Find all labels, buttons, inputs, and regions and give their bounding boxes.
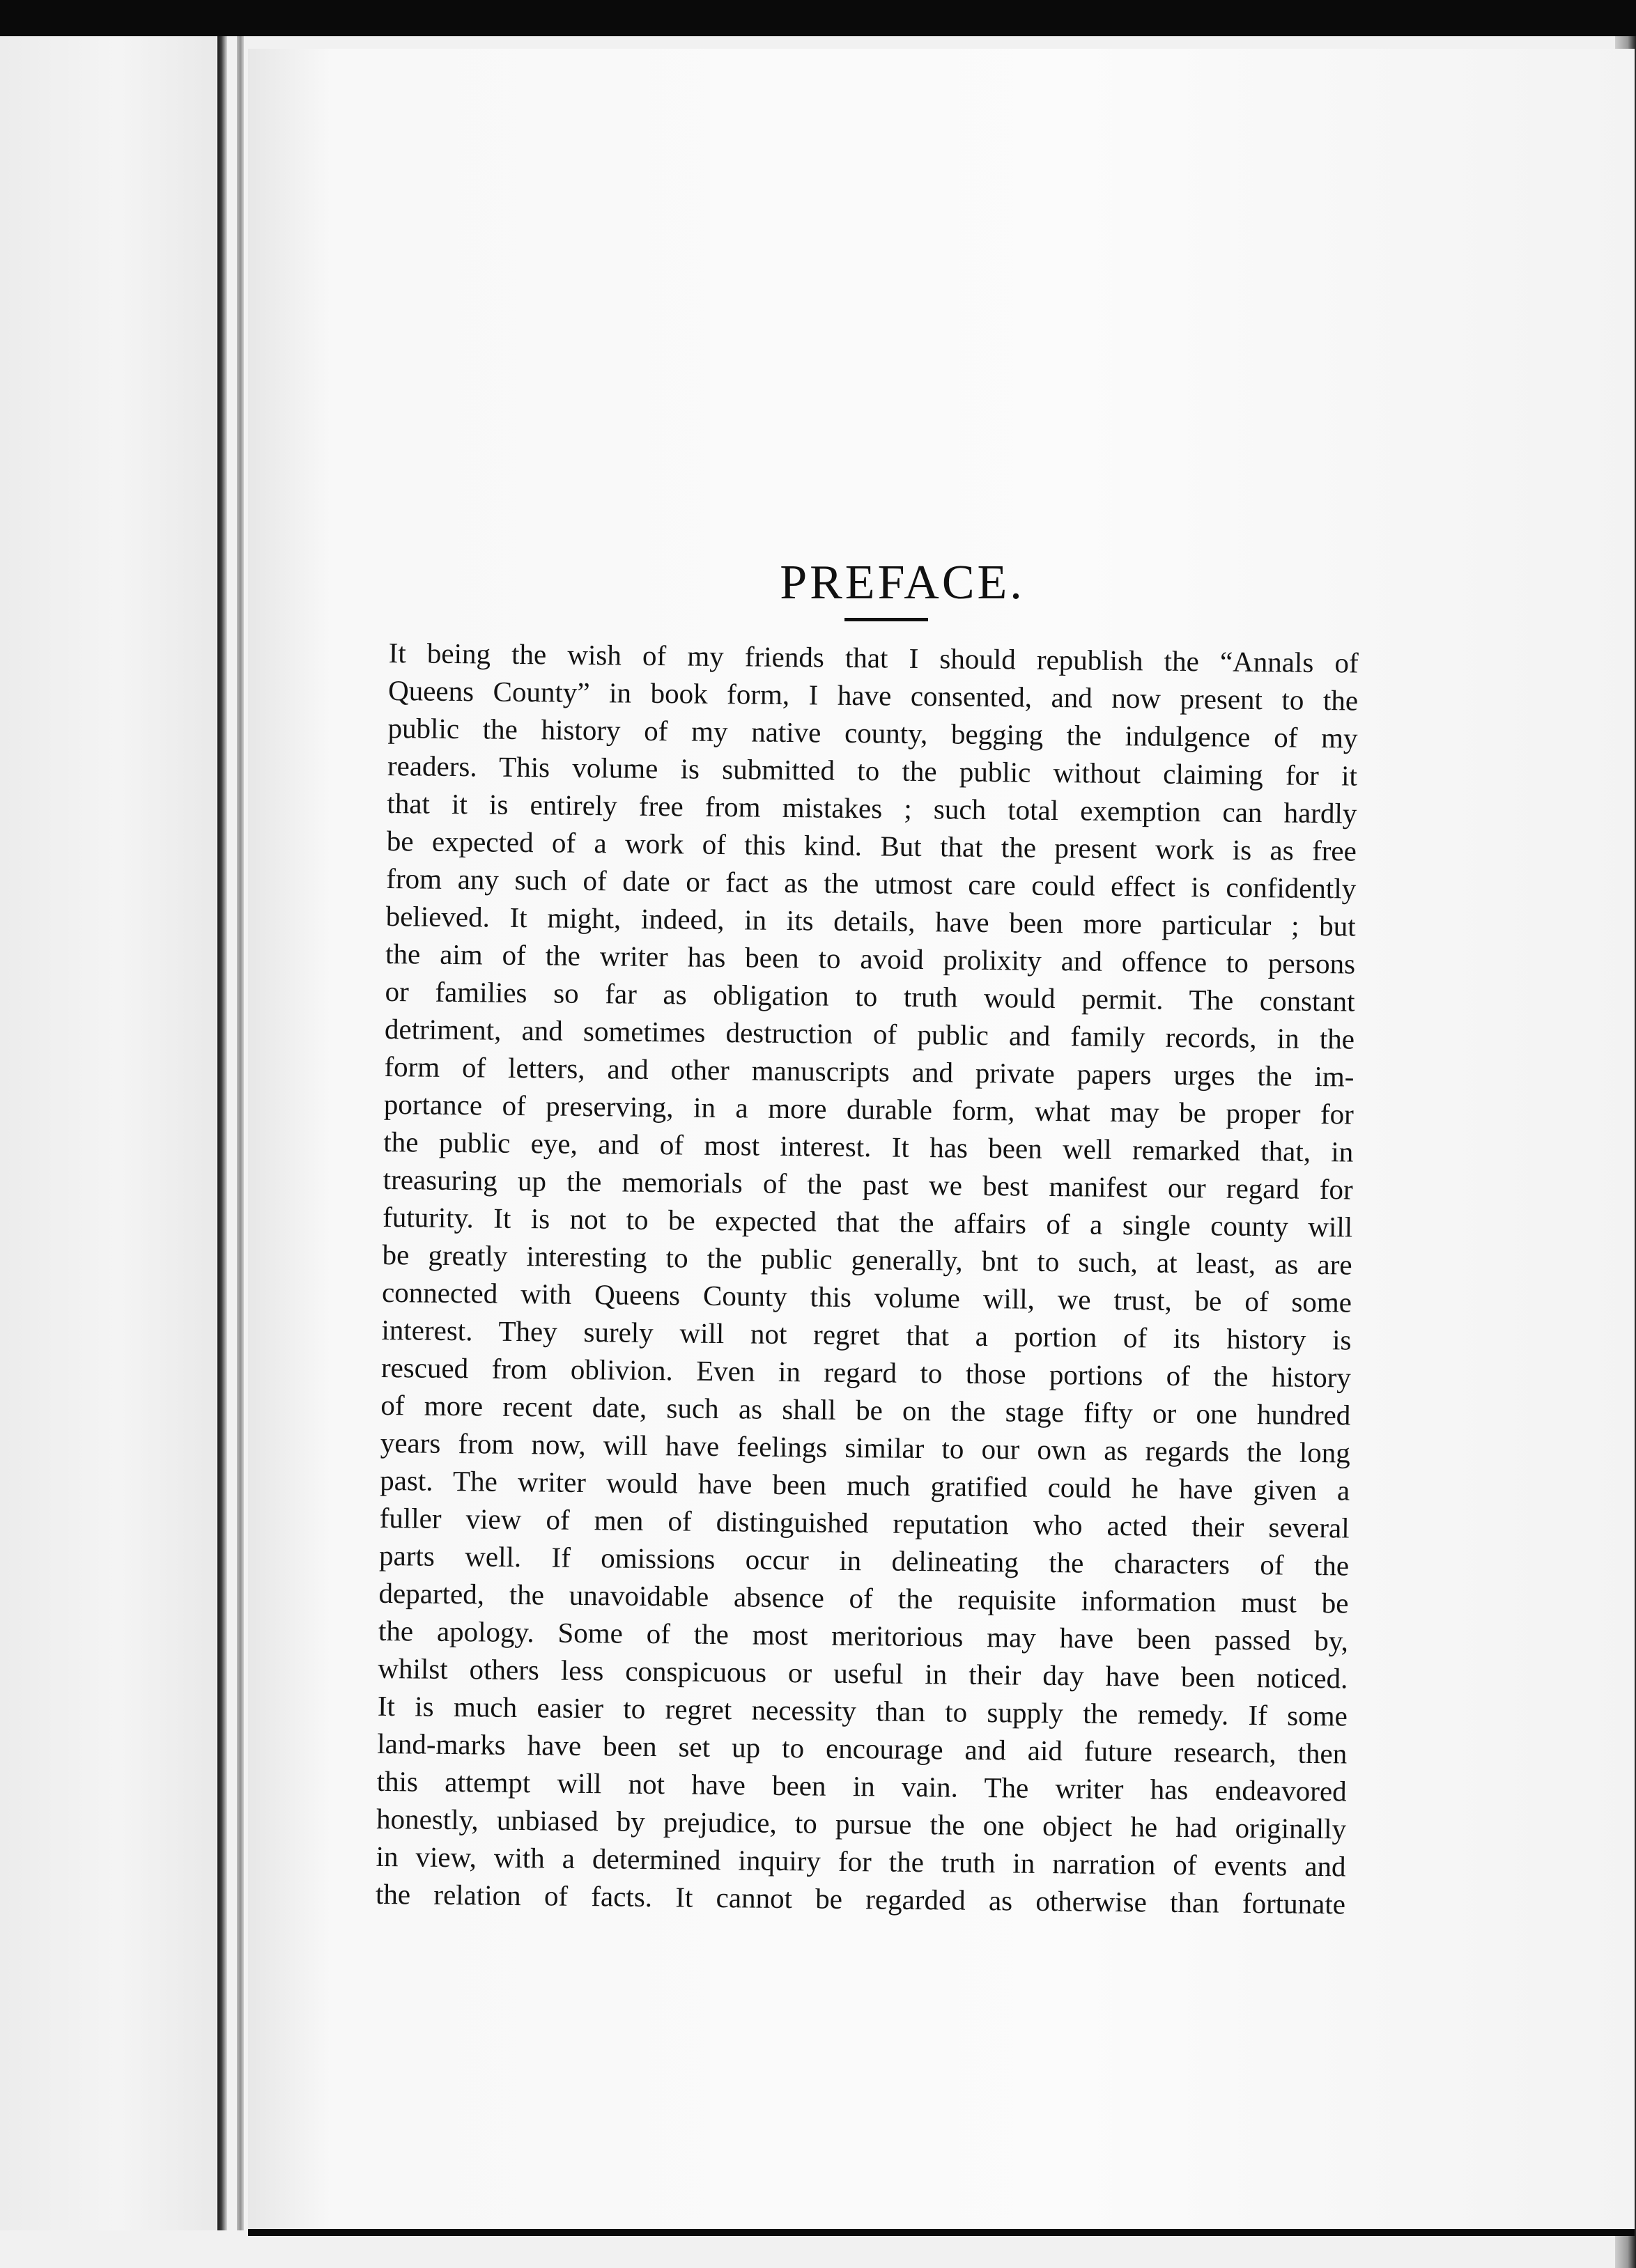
- text-line: connected with Queens County this volume will, we trust, be of some: [381, 1275, 1352, 1319]
- text-line: from any such of date or fact as the utmost care could effect is confidently: [386, 862, 1357, 905]
- text-line: years from now, will have feelings similar to our own as regards the long: [380, 1426, 1351, 1469]
- text-line: readers. This volume is submitted to the public without claiming for it: [387, 749, 1358, 792]
- text-line: in view, with a determined inquiry for the truth in narration of events and: [376, 1840, 1346, 1883]
- text-line: portance of preserving, in a more durable form, what may be proper for: [383, 1087, 1355, 1131]
- text-line: whilst others less conspicuous or useful in their day have been noticed.: [378, 1652, 1348, 1695]
- left-page-edge: [0, 36, 216, 2230]
- title-rule: [844, 618, 928, 621]
- text-line: past. The writer would have been much gratified could he have given a: [380, 1463, 1350, 1507]
- preface-body: [376, 634, 1359, 1923]
- text-line: be greatly interesting to the public generally, bnt to such, at least, as are: [382, 1238, 1352, 1281]
- book-gutter: [217, 36, 227, 2230]
- text-line: that it is entirely free from mistakes ; such total exemption can hardly: [387, 786, 1357, 830]
- text-line: It is much easier to regret necessity than to supply the remedy. If some: [377, 1689, 1348, 1732]
- text-line: of more recent date, such as shall be on the stage fifty or one hundred: [380, 1388, 1351, 1431]
- text-line: or families so far as obligation to truth would permit. The constant: [385, 974, 1355, 1018]
- text-line: interest. They surely will not regret that a portion of its history is: [381, 1313, 1352, 1356]
- book-gutter-shadow: [237, 36, 244, 2230]
- text-line: parts well. If omissions occur in delineating the characters of the: [378, 1539, 1350, 1582]
- text-line: this attempt will not have been in vain. The writer has endeavored: [376, 1764, 1347, 1808]
- text-line: believed. It might, indeed, in its details, have been more particular ; but: [385, 899, 1356, 942]
- text-line: It being the wish of my friends that I should republish the “Annals of: [388, 636, 1359, 679]
- text-line: futurity. It is not to be expected that the affairs of a single county will: [382, 1200, 1353, 1243]
- text-line: land-marks have been set up to encourage and aid future research, then: [377, 1727, 1348, 1770]
- show-through-text: [376, 300, 1394, 408]
- text-line: departed, the unavoidable absence of the requisite information must be: [378, 1576, 1349, 1620]
- text-line: public the history of my native county, begging the indulgence of my: [387, 711, 1358, 754]
- text-line: Queens County” in book form, I have consented, and now present to the: [387, 674, 1359, 717]
- page-title: PREFACE.: [780, 555, 1025, 609]
- text-line: fuller view of men of distinguished reputation who acted their several: [379, 1501, 1350, 1544]
- text-line: the aim of the writer has been to avoid prolixity and offence to persons: [385, 937, 1356, 980]
- text-line: honestly, unbiased by prejudice, to pursue the one object he had originally: [376, 1802, 1347, 1845]
- text-line: treasuring up the memorials of the past we best manifest our regard for: [383, 1163, 1353, 1206]
- text-line: form of letters, and other manuscripts and private papers urges the im-: [384, 1050, 1355, 1093]
- text-line: detriment, and sometimes destruction of public and family records, in the: [384, 1012, 1355, 1055]
- text-line: the public eye, and of most interest. It has been well remarked that, in: [383, 1125, 1354, 1168]
- text-line: the relation of facts. It cannot be regarded as otherwise than fortunate: [375, 1877, 1346, 1920]
- text-line: rescued from oblivion. Even in regard to those portions of the history: [380, 1351, 1352, 1394]
- scan-top-border: [0, 0, 1636, 36]
- text-line: be expected of a work of this kind. But that the present work is as free: [386, 824, 1357, 867]
- text-line: the apology. Some of the most meritorious may have been passed by,: [378, 1614, 1349, 1657]
